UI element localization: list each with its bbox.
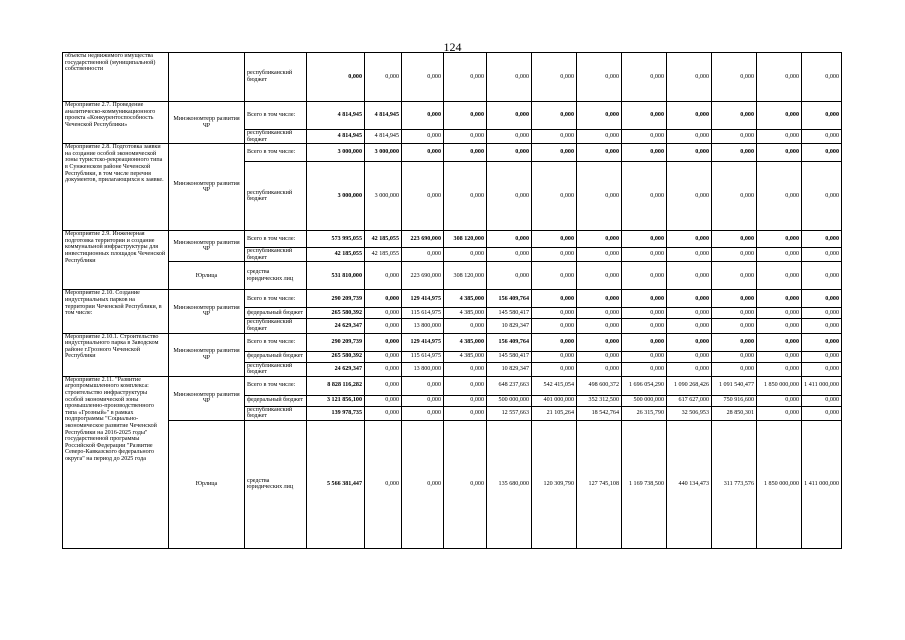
year-value-cell: 0,000 [712,130,757,144]
year-value-cell: 0,000 [622,102,667,130]
executor-cell: Минэкономтерр развития ЧР [169,144,245,231]
funding-source-cell: Всего в том числе: [245,290,307,308]
year-value-cell: 0,000 [712,351,757,362]
year-value-cell: 500 000,000 [622,395,667,406]
year-value-cell: 352 312,500 [577,395,622,406]
year-value-cell: 223 690,000 [402,262,444,290]
executor-cell: Минэкономтерр развития ЧР [169,231,245,262]
year-value-cell: 0,000 [577,53,622,102]
year-value-cell: 0,000 [757,102,802,130]
year-value-cell: 0,000 [487,262,532,290]
funding-source-cell: Всего в том числе: [245,144,307,162]
year-value-cell: 0,000 [365,406,402,420]
executor-cell: Минэкономтерр развития ЧР [169,102,245,144]
year-value-cell: 0,000 [757,351,802,362]
year-value-cell: 156 409,764 [487,333,532,351]
year-value-cell: 0,000 [532,351,577,362]
year-value-cell: 0,000 [802,406,842,420]
measure-description: Мероприятие 2.7. Проведение аналитическо-коммуникационного проекта «Конкурентоспособность Чеченской Республики» [63,102,169,144]
total-value-cell: 290 209,739 [307,290,365,308]
total-value-cell: 42 185,055 [307,248,365,262]
measure-description: объекты недвижимого имущества государственной (муниципальной) собственности [63,53,169,102]
year-value-cell: 3 000,000 [365,144,402,162]
year-value-cell: 0,000 [802,362,842,376]
year-value-cell: 617 627,000 [667,395,712,406]
year-value-cell: 0,000 [577,262,622,290]
year-value-cell: 0,000 [365,53,402,102]
year-value-cell: 0,000 [532,231,577,248]
year-value-cell: 0,000 [444,362,487,376]
year-value-cell: 0,000 [757,406,802,420]
year-value-cell: 3 000,000 [365,162,402,231]
year-value-cell: 0,000 [757,162,802,231]
table-row [63,262,842,290]
total-value-cell: 24 629,347 [307,319,365,333]
year-value-cell: 0,000 [667,362,712,376]
year-value-cell: 0,000 [802,162,842,231]
funding-source-cell: средства юридических лиц [245,262,307,290]
year-value-cell: 0,000 [402,406,444,420]
year-value-cell: 0,000 [757,319,802,333]
year-value-cell: 42 185,055 [365,231,402,248]
year-value-cell: 0,000 [532,262,577,290]
year-value-cell: 0,000 [577,231,622,248]
year-value-cell: 0,000 [712,162,757,231]
year-value-cell: 0,000 [577,102,622,130]
funding-source-cell: республиканский бюджет [245,130,307,144]
year-value-cell: 223 690,000 [402,231,444,248]
year-value-cell: 0,000 [622,130,667,144]
year-value-cell: 0,000 [577,290,622,308]
year-value-cell: 0,000 [402,130,444,144]
year-value-cell: 0,000 [444,319,487,333]
year-value-cell: 0,000 [532,162,577,231]
year-value-cell: 0,000 [667,351,712,362]
year-value-cell: 129 414,975 [402,333,444,351]
year-value-cell: 0,000 [487,231,532,248]
year-value-cell: 0,000 [667,290,712,308]
year-value-cell: 120 309,790 [532,420,577,548]
measure-description: Мероприятие 2.10. Создание индустриальных парков на территории Чеченской Республики, в том числе: [63,290,169,333]
year-value-cell: 0,000 [444,376,487,395]
table-row [63,420,842,548]
year-value-cell: 0,000 [667,162,712,231]
year-value-cell: 18 542,764 [577,406,622,420]
funding-source-cell: средства юридических лиц [245,420,307,548]
year-value-cell: 0,000 [667,130,712,144]
year-value-cell: 0,000 [402,53,444,102]
year-value-cell: 0,000 [577,319,622,333]
year-value-cell: 0,000 [712,262,757,290]
year-value-cell: 0,000 [577,144,622,162]
measure-description: Мероприятие 2.9. Инженерная подготовка территории и создание коммунальной инфраструктуры для инвестиционных площадок Чеченской Республики [63,231,169,290]
year-value-cell: 0,000 [712,308,757,319]
year-value-cell: 308 120,000 [444,262,487,290]
year-value-cell: 0,000 [402,248,444,262]
year-value-cell: 0,000 [532,319,577,333]
executor-cell: Минэкономтерр развития ЧР [169,333,245,376]
total-value-cell: 4 814,945 [307,102,365,130]
year-value-cell: 0,000 [802,308,842,319]
total-value-cell: 573 995,055 [307,231,365,248]
year-value-cell: 0,000 [532,290,577,308]
funding-source-cell: республиканский бюджет [245,319,307,333]
year-value-cell: 0,000 [577,308,622,319]
total-value-cell: 4 814,945 [307,130,365,144]
year-value-cell: 0,000 [577,248,622,262]
total-value-cell: 139 978,735 [307,406,365,420]
year-value-cell: 0,000 [667,262,712,290]
year-value-cell: 498 600,372 [577,376,622,395]
year-value-cell: 0,000 [444,395,487,406]
year-value-cell: 0,000 [667,53,712,102]
year-value-cell: 0,000 [365,376,402,395]
year-value-cell: 0,000 [622,231,667,248]
year-value-cell: 0,000 [667,319,712,333]
year-value-cell: 1 850 000,000 [757,420,802,548]
total-value-cell: 3 000,000 [307,162,365,231]
year-value-cell: 1 091 540,477 [712,376,757,395]
year-value-cell: 0,000 [365,319,402,333]
year-value-cell: 0,000 [577,162,622,231]
table-row [63,144,842,162]
year-value-cell: 0,000 [532,144,577,162]
year-value-cell: 0,000 [757,290,802,308]
executor-cell [169,53,245,102]
year-value-cell: 0,000 [712,144,757,162]
year-value-cell: 500 000,000 [487,395,532,406]
table-row [63,376,842,395]
year-value-cell: 0,000 [365,290,402,308]
year-value-cell: 0,000 [532,53,577,102]
year-value-cell: 0,000 [757,144,802,162]
year-value-cell: 0,000 [365,351,402,362]
year-value-cell: 308 120,000 [444,231,487,248]
year-value-cell: 0,000 [712,333,757,351]
year-value-cell: 0,000 [802,231,842,248]
year-value-cell: 0,000 [622,333,667,351]
total-value-cell: 290 209,739 [307,333,365,351]
year-value-cell: 0,000 [802,53,842,102]
year-value-cell: 135 680,000 [487,420,532,548]
year-value-cell: 542 415,054 [532,376,577,395]
funding-source-cell: федеральный бюджет [245,351,307,362]
year-value-cell: 750 916,600 [712,395,757,406]
year-value-cell: 0,000 [757,231,802,248]
year-value-cell: 0,000 [802,290,842,308]
year-value-cell: 0,000 [802,262,842,290]
funding-source-cell: республиканский бюджет [245,248,307,262]
year-value-cell: 0,000 [487,102,532,130]
total-value-cell: 3 000,000 [307,144,365,162]
year-value-cell: 28 850,301 [712,406,757,420]
year-value-cell: 0,000 [532,362,577,376]
year-value-cell: 115 614,975 [402,308,444,319]
year-value-cell: 0,000 [667,231,712,248]
year-value-cell: 0,000 [622,162,667,231]
table-row [63,333,842,351]
total-value-cell: 265 580,392 [307,351,365,362]
year-value-cell: 648 237,663 [487,376,532,395]
year-value-cell: 4 385,000 [444,290,487,308]
year-value-cell: 0,000 [712,248,757,262]
year-value-cell: 4 385,000 [444,333,487,351]
table-row [63,102,842,130]
year-value-cell: 0,000 [802,351,842,362]
year-value-cell: 129 414,975 [402,290,444,308]
year-value-cell: 0,000 [487,248,532,262]
year-value-cell: 0,000 [622,53,667,102]
year-value-cell: 4 814,945 [365,102,402,130]
funding-source-cell: республиканский бюджет [245,406,307,420]
funding-source-cell: Всего в том числе: [245,102,307,130]
executor-cell: Минэкономтерр развития ЧР [169,290,245,333]
year-value-cell: 0,000 [577,362,622,376]
year-value-cell: 0,000 [402,162,444,231]
year-value-cell: 0,000 [802,144,842,162]
year-value-cell: 4 814,945 [365,130,402,144]
year-value-cell: 0,000 [757,130,802,144]
funding-source-cell: республиканский бюджет [245,162,307,231]
year-value-cell: 0,000 [402,395,444,406]
year-value-cell: 401 000,000 [532,395,577,406]
funding-source-cell: Всего в том числе: [245,376,307,395]
year-value-cell: 0,000 [444,420,487,548]
year-value-cell: 0,000 [667,248,712,262]
year-value-cell: 0,000 [622,248,667,262]
year-value-cell: 1 696 054,290 [622,376,667,395]
year-value-cell: 0,000 [444,162,487,231]
year-value-cell: 0,000 [577,351,622,362]
year-value-cell: 0,000 [487,162,532,231]
year-value-cell: 0,000 [757,262,802,290]
year-value-cell: 0,000 [532,130,577,144]
year-value-cell: 115 614,975 [402,351,444,362]
year-value-cell: 311 773,576 [712,420,757,548]
year-value-cell: 0,000 [577,333,622,351]
total-value-cell: 531 810,000 [307,262,365,290]
year-value-cell: 21 105,264 [532,406,577,420]
year-value-cell: 0,000 [802,102,842,130]
year-value-cell: 0,000 [622,144,667,162]
funding-source-cell: республиканский бюджет [245,53,307,102]
year-value-cell: 13 800,000 [402,362,444,376]
year-value-cell: 0,000 [402,144,444,162]
year-value-cell: 0,000 [712,231,757,248]
year-value-cell: 0,000 [757,53,802,102]
measure-description: Мероприятие 2.10.1. Строительство индустриального парка в Заводском районе г.Грозного Чеченской Республики [63,333,169,376]
total-value-cell: 8 828 116,282 [307,376,365,395]
total-value-cell: 3 121 856,100 [307,395,365,406]
budget-table [62,52,842,549]
year-value-cell: 0,000 [622,362,667,376]
year-value-cell: 32 506,953 [667,406,712,420]
year-value-cell: 4 385,000 [444,308,487,319]
year-value-cell: 0,000 [487,130,532,144]
year-value-cell: 0,000 [622,351,667,362]
year-value-cell: 0,000 [402,102,444,130]
year-value-cell: 0,000 [444,248,487,262]
year-value-cell: 1 169 738,500 [622,420,667,548]
year-value-cell: 0,000 [402,420,444,548]
year-value-cell: 0,000 [444,144,487,162]
year-value-cell: 26 315,790 [622,406,667,420]
measure-description: Мероприятие 2.11. "Развитие агропромышленного комплекса: строительство инфраструктуры особой экономической зоны промышленно-производственного типа «Грозный»" в рамках подпрограммы "Социально-экономическое развитие Чеченской Республики на 2016-2025 годы" государственной программы Российской Федерации "Развитие Северо-Кавказского федерального округа" на период до 2025 года [63,376,169,548]
year-value-cell: 10 829,347 [487,362,532,376]
year-value-cell: 13 800,000 [402,319,444,333]
year-value-cell: 0,000 [802,319,842,333]
total-value-cell: 265 580,392 [307,308,365,319]
year-value-cell: 10 829,347 [487,319,532,333]
funding-source-cell: федеральный бюджет [245,395,307,406]
funding-source-cell: Всего в том числе: [245,333,307,351]
executor-cell: Юрлица [169,420,245,548]
executor-cell: Юрлица [169,262,245,290]
year-value-cell: 1 411 000,000 [802,376,842,395]
year-value-cell: 0,000 [622,262,667,290]
year-value-cell: 0,000 [365,262,402,290]
year-value-cell: 1 090 268,426 [667,376,712,395]
year-value-cell: 1 850 000,000 [757,376,802,395]
year-value-cell: 0,000 [444,406,487,420]
year-value-cell: 0,000 [757,248,802,262]
year-value-cell: 0,000 [532,248,577,262]
year-value-cell: 0,000 [365,395,402,406]
year-value-cell: 12 557,663 [487,406,532,420]
year-value-cell: 0,000 [667,144,712,162]
executor-cell: Минэкономтерр развития ЧР [169,376,245,420]
year-value-cell: 0,000 [365,362,402,376]
year-value-cell: 42 185,055 [365,248,402,262]
year-value-cell: 0,000 [802,248,842,262]
year-value-cell: 440 134,473 [667,420,712,548]
year-value-cell: 0,000 [712,290,757,308]
year-value-cell: 0,000 [487,144,532,162]
year-value-cell: 1 411 000,000 [802,420,842,548]
year-value-cell: 145 580,417 [487,351,532,362]
year-value-cell: 0,000 [402,376,444,395]
year-value-cell: 127 745,108 [577,420,622,548]
year-value-cell: 0,000 [802,333,842,351]
year-value-cell: 0,000 [667,333,712,351]
year-value-cell: 0,000 [622,319,667,333]
year-value-cell: 0,000 [577,130,622,144]
year-value-cell: 0,000 [365,420,402,548]
total-value-cell: 0,000 [307,53,365,102]
year-value-cell: 0,000 [444,53,487,102]
year-value-cell: 0,000 [802,395,842,406]
total-value-cell: 5 566 381,447 [307,420,365,548]
year-value-cell: 156 409,764 [487,290,532,308]
year-value-cell: 0,000 [444,102,487,130]
year-value-cell: 0,000 [532,333,577,351]
table-row [63,231,842,248]
year-value-cell: 4 385,000 [444,351,487,362]
year-value-cell: 145 580,417 [487,308,532,319]
year-value-cell: 0,000 [667,308,712,319]
funding-source-cell: республиканский бюджет [245,362,307,376]
year-value-cell: 0,000 [757,333,802,351]
year-value-cell: 0,000 [532,308,577,319]
year-value-cell: 0,000 [802,130,842,144]
year-value-cell: 0,000 [622,290,667,308]
year-value-cell: 0,000 [712,319,757,333]
year-value-cell: 0,000 [757,308,802,319]
year-value-cell: 0,000 [667,102,712,130]
year-value-cell: 0,000 [757,362,802,376]
page-number: 124 [443,40,462,54]
year-value-cell: 0,000 [365,308,402,319]
year-value-cell: 0,000 [444,130,487,144]
year-value-cell: 0,000 [712,102,757,130]
year-value-cell: 0,000 [622,308,667,319]
year-value-cell: 0,000 [532,102,577,130]
year-value-cell: 0,000 [365,333,402,351]
year-value-cell: 0,000 [757,395,802,406]
table-row [63,53,842,102]
measure-description: Мероприятие 2.8. Подготовка заявки на создание особой экономической зоны туристско-рекреационного типа в Сунженском районе Чеченской Республики, в том числе перечня документов, прилагающихся к заявке. [63,144,169,231]
table-row [63,290,842,308]
funding-source-cell: Всего в том числе: [245,231,307,248]
total-value-cell: 24 629,347 [307,362,365,376]
funding-source-cell: федеральный бюджет [245,308,307,319]
year-value-cell: 0,000 [712,53,757,102]
year-value-cell: 0,000 [487,53,532,102]
year-value-cell: 0,000 [712,362,757,376]
